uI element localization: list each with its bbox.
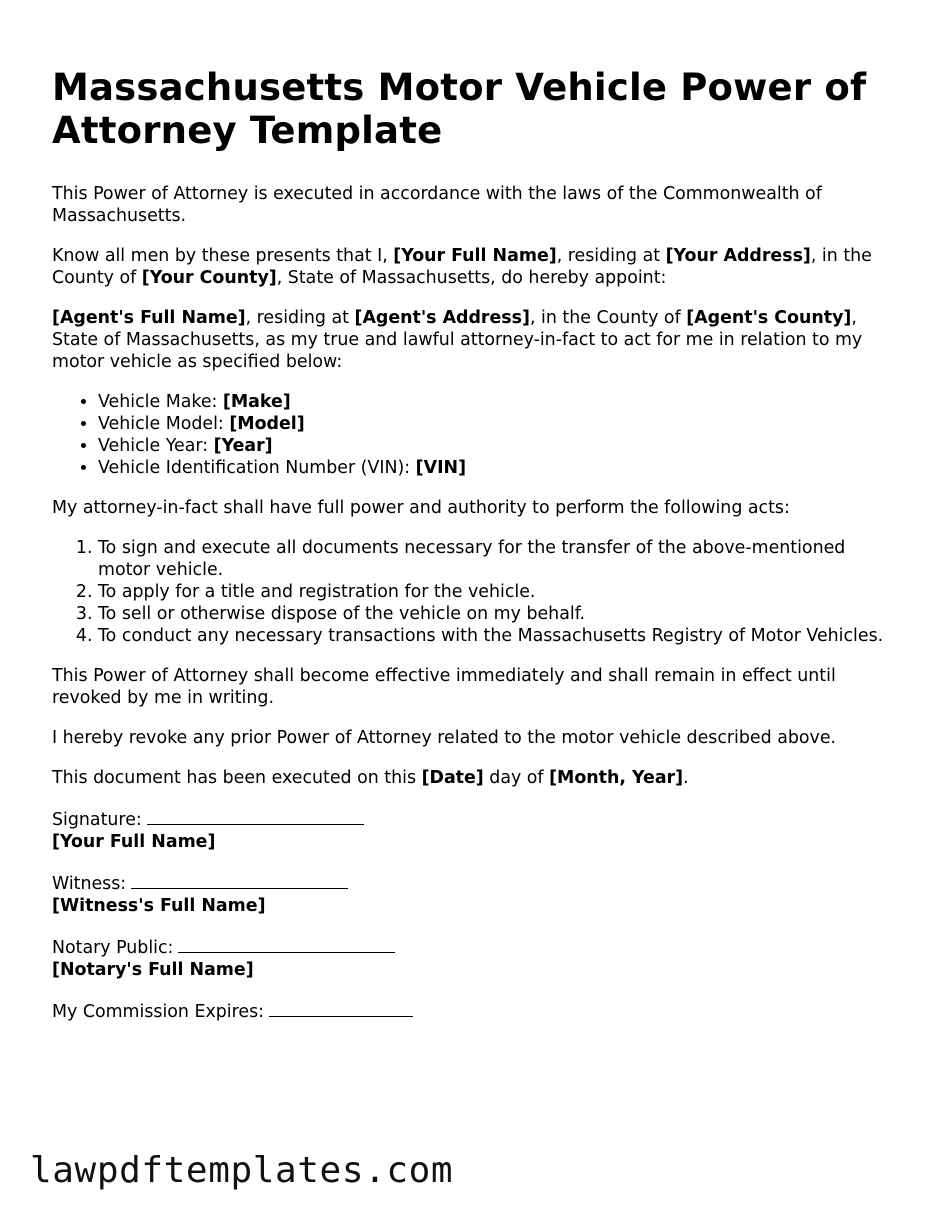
agent-text: , residing at [245, 308, 355, 328]
intro-paragraph: This Power of Attorney is executed in accordance with the laws of the Commonwealth of Massachusetts. [52, 184, 822, 226]
signature-name-row [52, 831, 902, 853]
site-watermark: lawpdftemplates.com [30, 1150, 454, 1191]
vehicle-make-item [98, 391, 902, 413]
month-year-placeholder: [Month, Year] [549, 768, 684, 788]
notary-block [52, 935, 902, 981]
signature-line-row [52, 807, 902, 831]
commission-expiry-line[interactable] [269, 999, 413, 1017]
appointment-paragraph [52, 245, 902, 289]
witness-name-row [52, 895, 902, 917]
notary-line-row [52, 935, 902, 959]
commission-line-row [52, 999, 902, 1023]
witness-label: Witness: [52, 874, 127, 894]
appointment-text: , in the County of [52, 246, 872, 288]
notary-name-row [52, 959, 902, 981]
witness-block [52, 871, 902, 917]
notary-signature-line[interactable] [178, 935, 395, 953]
agent-text: , State of Massachusetts, as my true and lawful attorney-in-fact to act for me in relation to my motor vehicle as specified below: [52, 308, 863, 372]
vehicle-details-list [52, 391, 902, 479]
witness-signature-line[interactable] [131, 871, 348, 889]
executed-paragraph [52, 767, 902, 789]
powers-intro-paragraph: My attorney-in-fact shall have full power and authority to perform the following acts: [52, 498, 790, 518]
vehicle-label: Vehicle Year: [98, 436, 214, 456]
agent-name-placeholder: [Agent's Full Name] [52, 308, 246, 328]
principal-name-placeholder: [Your Full Name] [393, 246, 557, 266]
executed-text: day of [483, 768, 550, 788]
signature-line[interactable] [147, 807, 364, 825]
agent-text: , in the County of [529, 308, 687, 328]
agent-address-placeholder: [Agent's Address] [354, 308, 530, 328]
signature-name-placeholder: [Your Full Name] [52, 832, 216, 852]
power-item: 3. To sell or otherwise dispose of the vehicle on my behalf. [98, 603, 902, 625]
vehicle-vin-placeholder: [VIN] [415, 458, 467, 478]
vehicle-year-placeholder: [Year] [213, 436, 273, 456]
witness-name-placeholder: [Witness's Full Name] [52, 896, 266, 916]
appointment-text: Know all men by these presents that I, [52, 246, 394, 266]
effective-paragraph: This Power of Attorney shall become effective immediately and shall remain in effect until revoked by me in writing. [52, 666, 836, 708]
executed-text: This document has been executed on this [52, 768, 422, 788]
date-placeholder: [Date] [421, 768, 484, 788]
signature-label: Signature: [52, 810, 142, 830]
power-item: 2. To apply for a title and registration for the vehicle. [98, 581, 902, 603]
principal-county-placeholder: [Your County] [141, 268, 277, 288]
vehicle-label: Vehicle Model: [98, 414, 230, 434]
vehicle-label: Vehicle Make: [98, 392, 223, 412]
principal-address-placeholder: [Your Address] [665, 246, 811, 266]
signature-block [52, 807, 902, 853]
vehicle-year-item [98, 435, 902, 457]
witness-line-row [52, 871, 902, 895]
appointment-text: , residing at [556, 246, 666, 266]
appointment-text: , State of Massachusetts, do hereby appoint: [276, 268, 667, 288]
agent-paragraph [52, 307, 902, 373]
revoke-paragraph: I hereby revoke any prior Power of Attorney related to the motor vehicle described above. [52, 728, 837, 748]
powers-list [52, 537, 902, 647]
document-page [52, 66, 902, 1041]
vehicle-vin-item [98, 457, 902, 479]
power-item: 1. To sign and execute all documents necessary for the transfer of the above-mentioned motor vehicle. [98, 537, 902, 581]
document-title: Massachusetts Motor Vehicle Power of Attorney Template [52, 66, 867, 152]
power-item: 4. To conduct any necessary transactions with the Massachusetts Registry of Motor Vehicles. [98, 625, 902, 647]
notary-name-placeholder: [Notary's Full Name] [52, 960, 254, 980]
executed-text: . [683, 768, 689, 788]
vehicle-model-item [98, 413, 902, 435]
agent-county-placeholder: [Agent's County] [686, 308, 852, 328]
vehicle-label: Vehicle Identification Number (VIN): [98, 458, 416, 478]
notary-label: Notary Public: [52, 938, 174, 958]
commission-label: My Commission Expires: [52, 1002, 264, 1022]
vehicle-model-placeholder: [Model] [229, 414, 305, 434]
vehicle-make-placeholder: [Make] [222, 392, 291, 412]
commission-block [52, 999, 902, 1023]
